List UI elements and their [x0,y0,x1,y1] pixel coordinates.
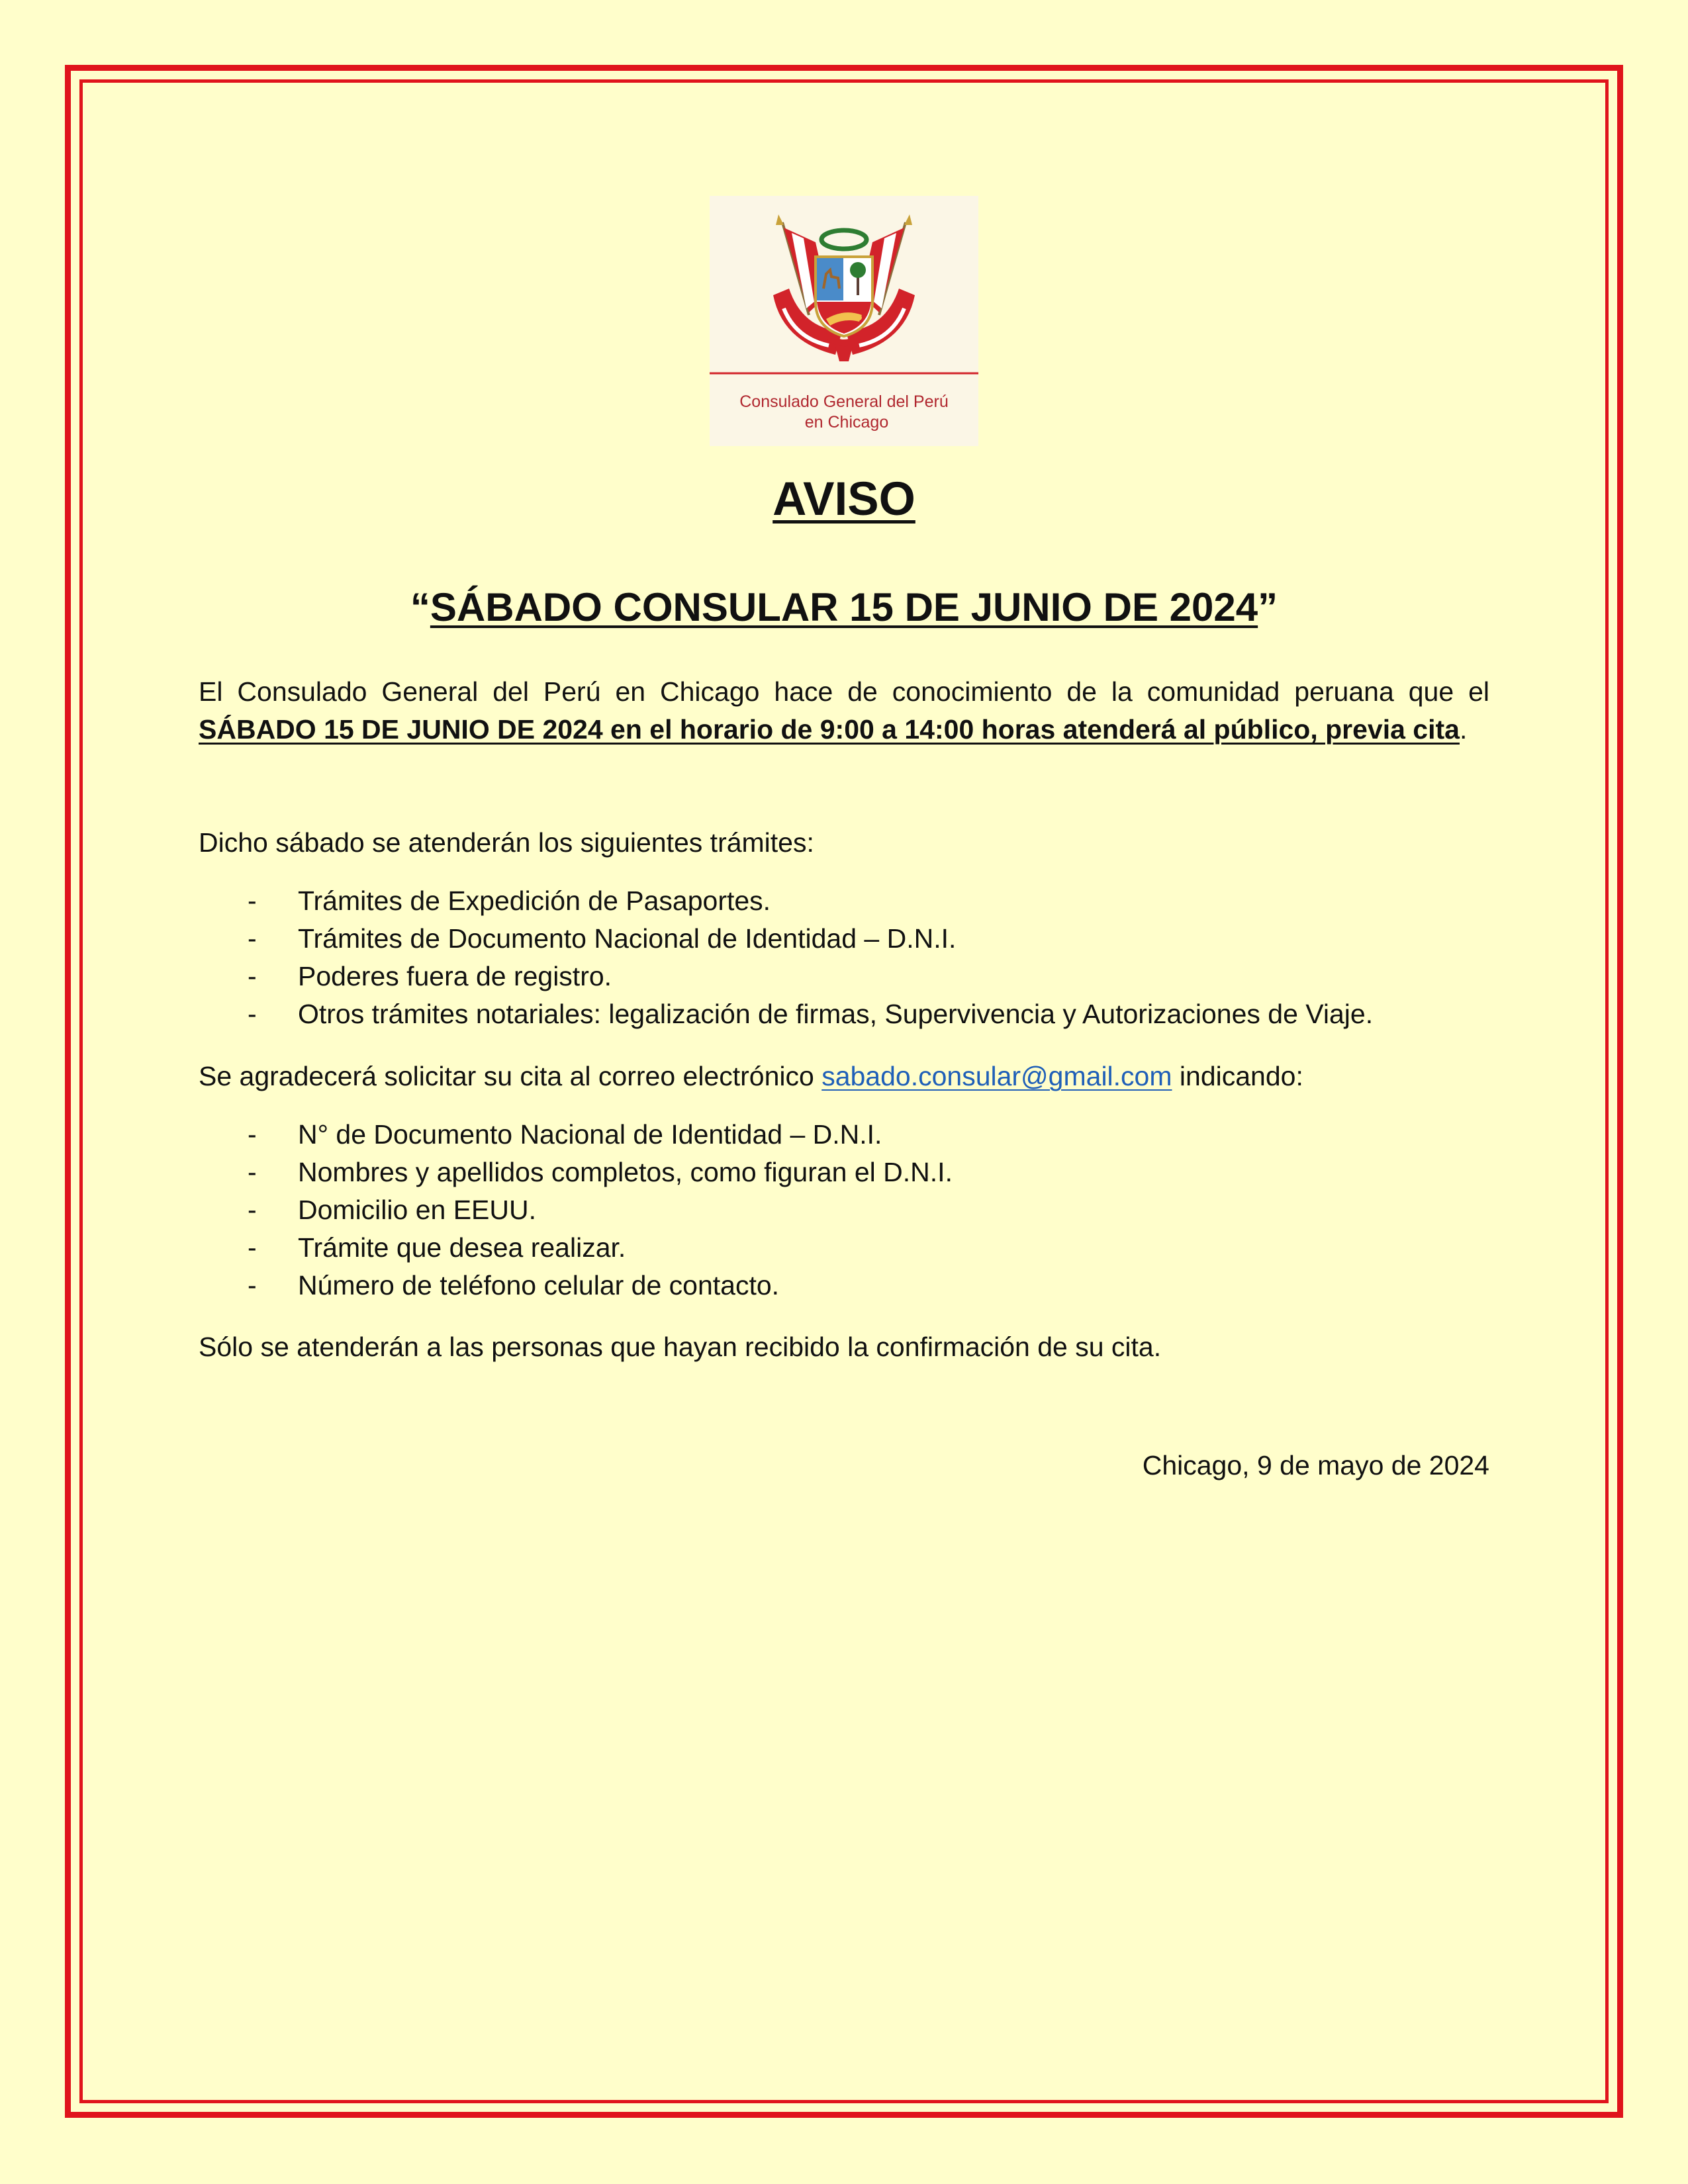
logo-caption-line2: en Chicago [804,413,889,432]
closing-note: Sólo se atenderán a las personas que hayan recibido la confirmación de su cita. [199,1332,1162,1362]
logo-caption-line1: Consulado General del Perú [739,392,949,411]
notice-title: AVISO [773,473,915,525]
request-paragraph: Se agradecerá solicitar su cita al correo electrónico sabado.consular@gmail.com indicando: [199,1061,1303,1091]
email-link[interactable]: sabado.consular@gmail.com [821,1061,1172,1091]
tramites-intro: Dicho sábado se atenderán los siguientes trámites: [199,827,814,858]
intro-highlight: SÁBADO 15 DE JUNIO DE 2024 en el horario de 9:00 a 14:00 horas atenderá al público, previa cita [199,714,1460,745]
coat-of-arms-icon [710,196,978,388]
date-line: Chicago, 9 de mayo de 2024 [1142,1450,1489,1480]
notice-subtitle: “SÁBADO CONSULAR 15 DE JUNIO DE 2024” [410,585,1278,629]
consulate-logo [710,196,978,446]
intro-paragraph: El Consulado General del Perú en Chicago hace de conocimiento de la comunidad peruana que el SÁBADO 15 DE JUNIO DE 2024 en el horario de 9:00 a 14:00 horas atenderá al público, previa cita. [199,676,1489,745]
